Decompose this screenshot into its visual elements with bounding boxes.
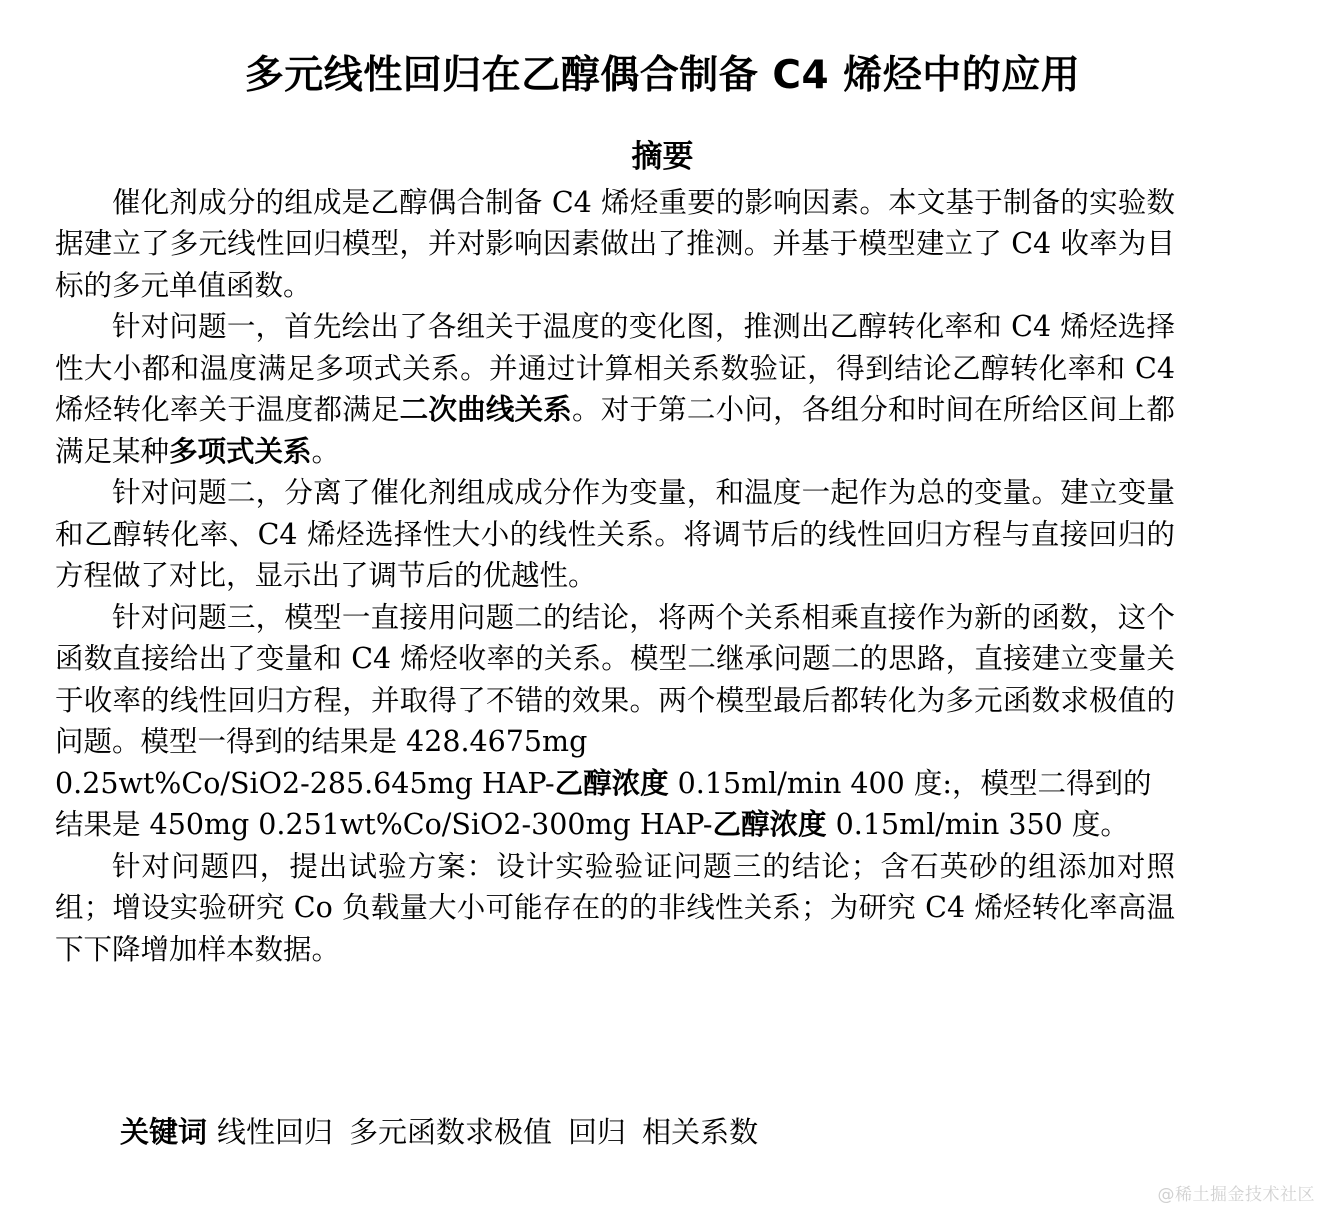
abstract-heading: 摘要 bbox=[631, 138, 694, 175]
abstract-paragraph-1: 催化剂成分的组成是乙醇偶合制备 C4 烯烃重要的影响因素。本文基于制备的实验数据建立了多元线性回归模型，并对影响因素做出了推测。并基于模型建立了 C4 收率为目标的多元单值函数。 bbox=[55, 185, 1175, 302]
p2-seg-4: 。 bbox=[311, 434, 341, 468]
p2-seg-1-bold: 二次曲线关系 bbox=[399, 392, 573, 427]
abstract-paragraph-4: 针对问题三，模型一直接用问题二的结论，将两个关系相乘直接作为新的函数，这个函数直接给出了变量和 C4 烯烃收率的关系。模型二继承问题二的思路，直接建立变量关于收率的线性回归方程，并取得了不错的效果。两个模型最后都转化为多元函数求极值的问题。模型一得到的结果是 428.4675mg bbox=[55, 600, 1175, 759]
page-title: 多元线性回归在乙醇偶合制备 C4 烯烃中的应用 bbox=[244, 53, 1081, 98]
result2-seg-2: 0.15ml/min 350 度。 bbox=[826, 808, 1129, 842]
model-one-result-line bbox=[55, 763, 1175, 805]
result1-seg-2: 0.15ml/min 400 度:，模型二得到的 bbox=[668, 766, 1152, 800]
p2-seg-2: 。对于第二小问，各组分和时间在所给区间上都满足某种 bbox=[55, 393, 1175, 468]
p2-seg-0: 针对问题一，首先绘出了各组关于温度的变化图，推测出乙醇转化率和 C4 烯烃选择性大小都和温度满足多项式关系。并通过计算相关系数验证，得到结论乙醇转化率和 C4 烯烃转化率关于温度都满足 bbox=[55, 310, 1175, 427]
keyword-item-1: 多元函数求极值 bbox=[349, 1115, 553, 1149]
abstract-paragraph-5: 针对问题四，提出试验方案：设计实验验证问题三的结论；含石英砂的组添加对照组；增设实验研究 Co 负载量大小可能存在的的非线性关系；为研究 C4 烯烃转化率高温下下降增加样本数据。 bbox=[55, 849, 1175, 966]
keywords-line bbox=[120, 1112, 774, 1152]
abstract-body bbox=[55, 182, 1175, 971]
keyword-item-3: 相关系数 bbox=[642, 1115, 759, 1149]
result2-seg-0: 结果是 450mg 0.251wt%Co/SiO2-300mg HAP- bbox=[55, 808, 713, 842]
keywords-label: 关键词 bbox=[120, 1115, 208, 1149]
keyword-item-0: 线性回归 bbox=[217, 1115, 334, 1149]
result2-seg-1-bold: 乙醇浓度 bbox=[712, 807, 827, 842]
abstract-paragraph-3: 针对问题二，分离了催化剂组成成分作为变量，和温度一起作为总的变量。建立变量和乙醇转化率、C4 烯烃选择性大小的线性关系。将调节后的线性回归方程与直接回归的方程做了对比，显示出了调节后的优越性。 bbox=[55, 476, 1175, 593]
abstract-paragraph-2 bbox=[55, 306, 1175, 472]
result1-seg-0: 0.25wt%Co/SiO2-285.645mg HAP- bbox=[55, 766, 555, 800]
p2-seg-3-bold: 多项式关系 bbox=[169, 433, 312, 468]
watermark: @稀土掘金技术社区 bbox=[1157, 1185, 1315, 1205]
result1-seg-1-bold: 乙醇浓度 bbox=[554, 765, 669, 800]
keyword-item-2: 回归 bbox=[568, 1115, 627, 1149]
model-two-result-line bbox=[55, 804, 1175, 846]
